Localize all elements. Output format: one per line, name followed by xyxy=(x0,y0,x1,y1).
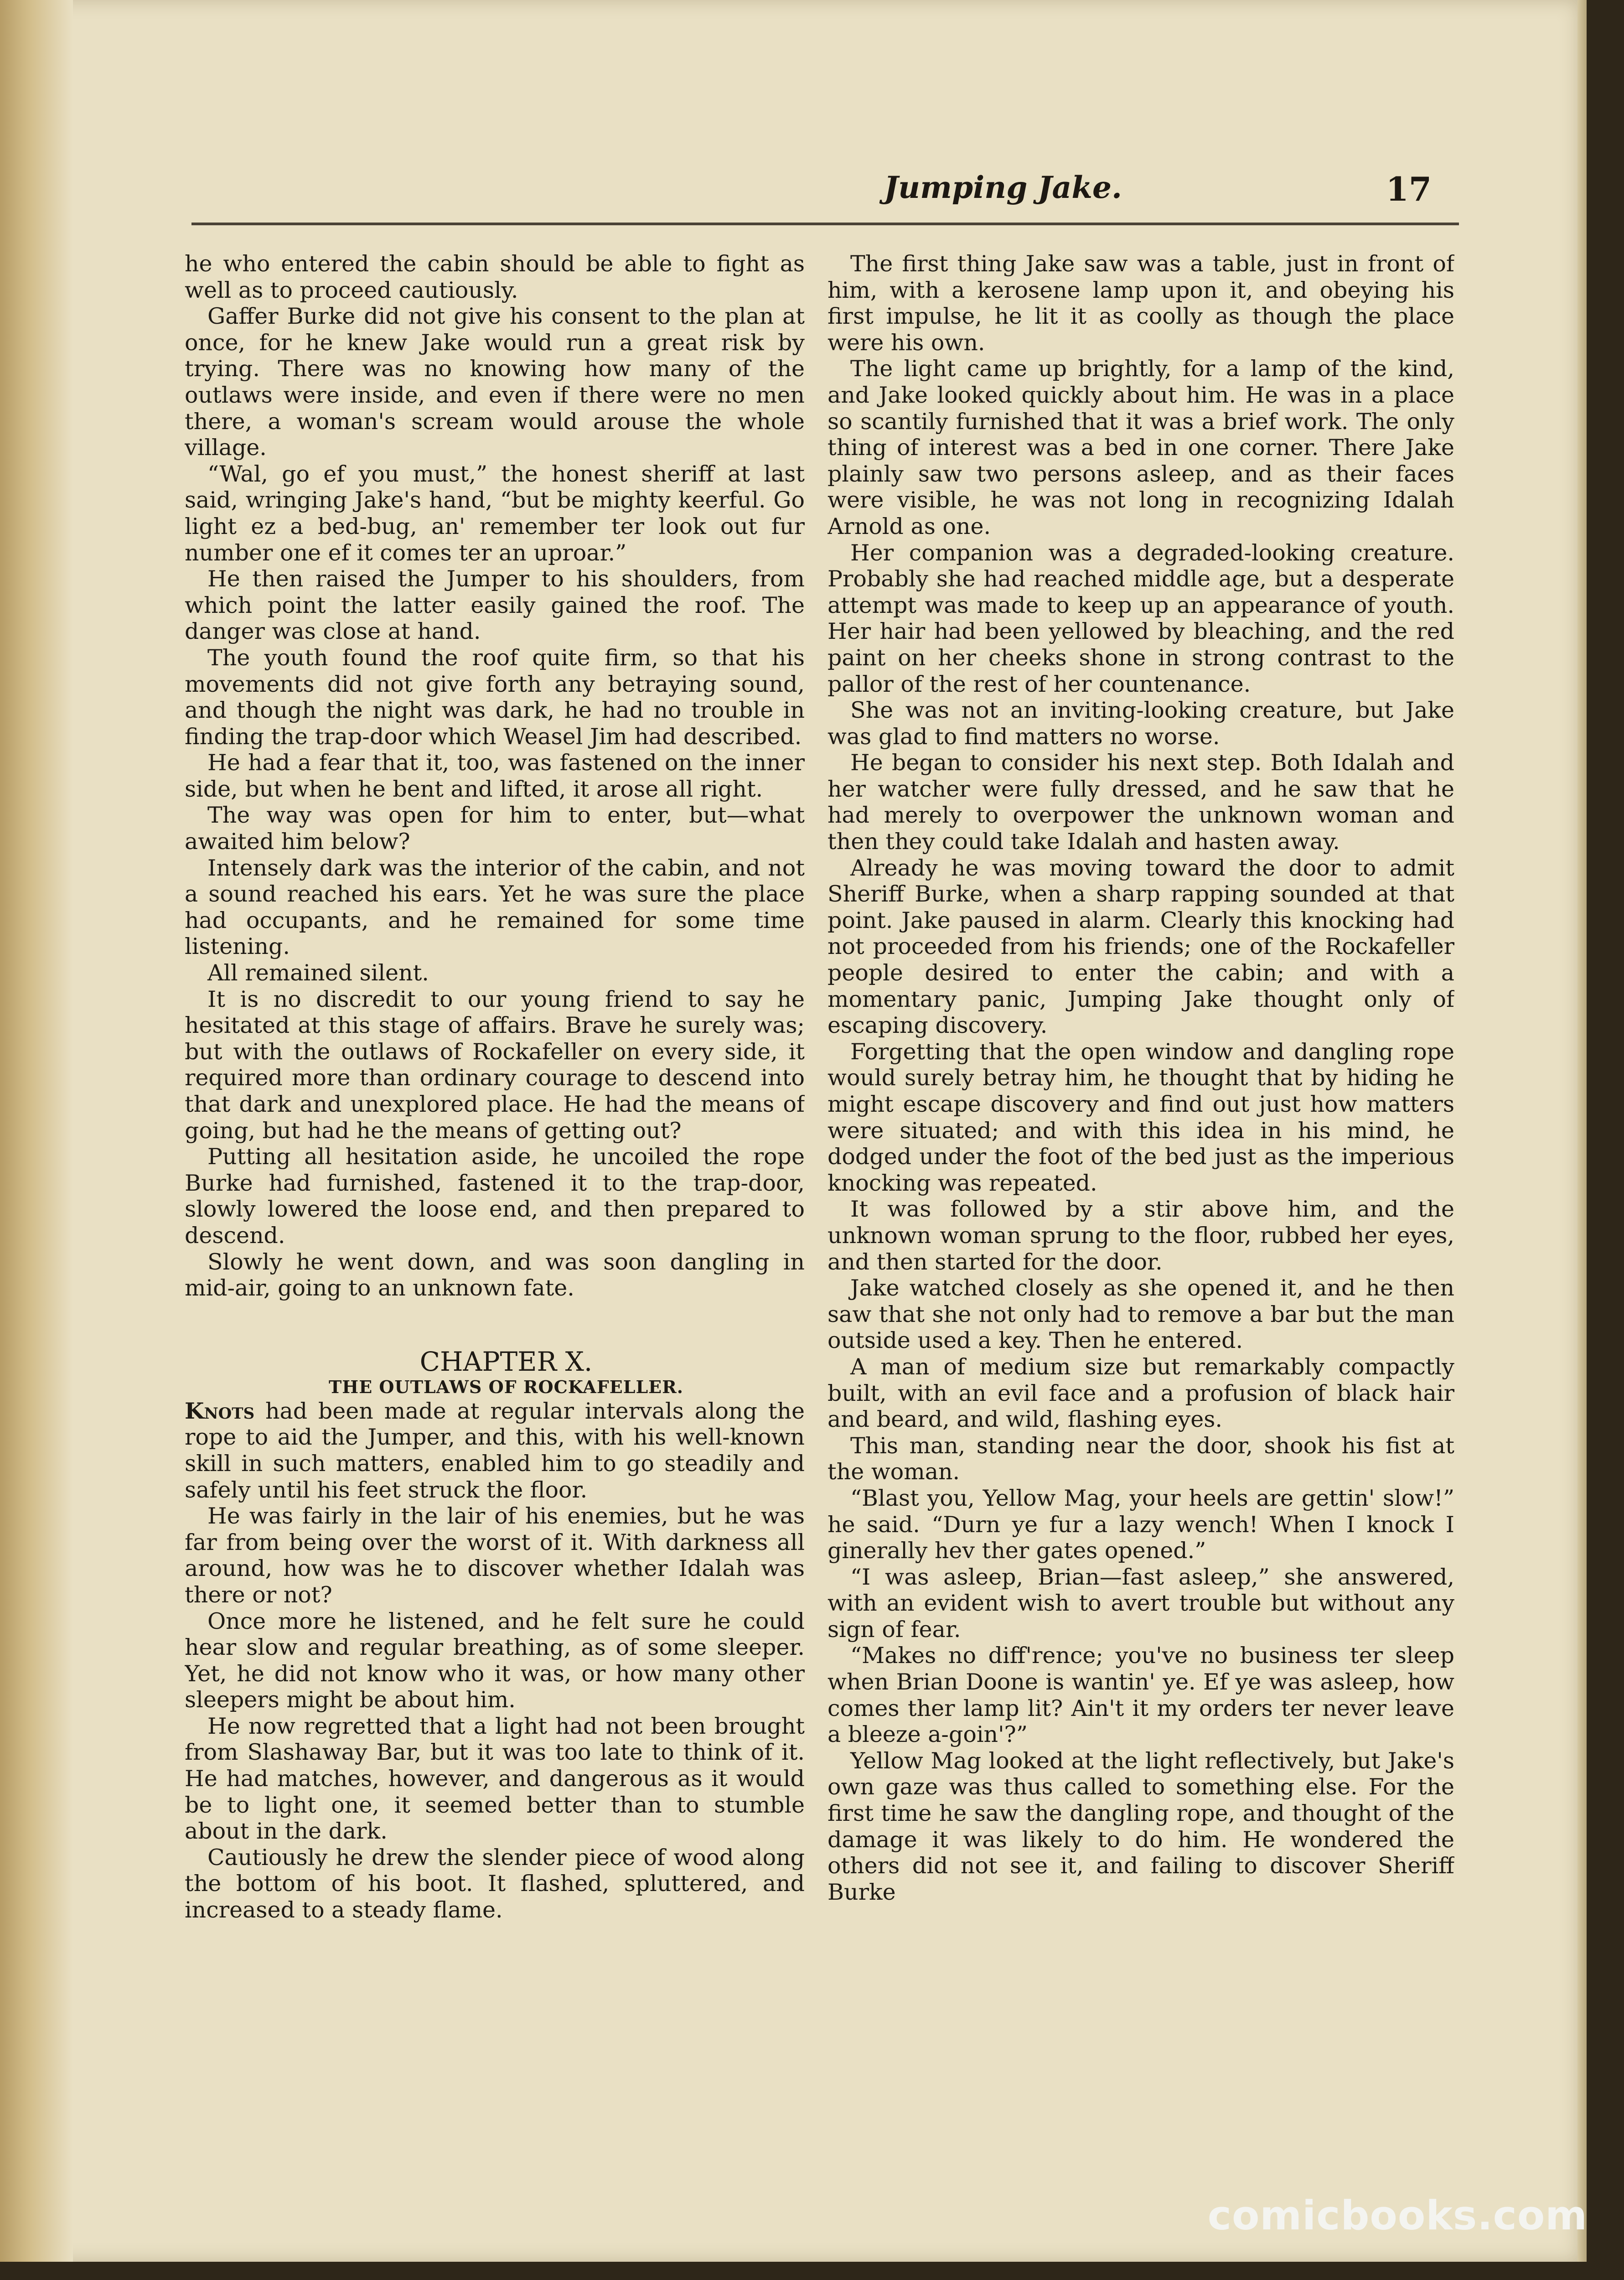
opening-text: had been made at regular intervals along the rope to aid the Jumper, and this, with his well-known skill in such matters, enabled him to go steadily and safely until his feet struck the floor. xyxy=(185,1398,805,1503)
paragraph: All remained silent. xyxy=(207,960,429,986)
chapter-heading xyxy=(185,1347,805,1398)
chapter-subtitle: THE OUTLAWS OF ROCKAFELLER. xyxy=(329,1376,683,1397)
paragraph: It is no discredit to our young friend to say he hesitated at this stage of affairs. Brave he surely was; but with the outlaws of Rockafeller on every side, it required more than ordinary courage to descend into that dark and unexplored place. He had the means of going, but had he the means of getting out? xyxy=(185,986,805,1144)
paragraph: Forgetting that the open window and dangling rope would surely betray him, he thought that by hiding he might escape discovery and find out just how matters were situated; and with this idea in his mind, he dodged under the foot of the bed just as the imperious knocking was repeated. xyxy=(828,1038,1454,1196)
paragraph: She was not an inviting-looking creature, but Jake was glad to find matters no worse. xyxy=(828,697,1454,750)
paragraph: “I was asleep, Brian—fast asleep,” she answered, with an evident wish to avert trouble but without any sign of fear. xyxy=(828,1564,1454,1643)
chapter-opening-paragraph xyxy=(185,1398,805,1503)
paragraph: “Wal, go ef you must,” the honest sheriff at last said, wringing Jake's hand, “but be mighty keerful. Go light ez a bed-bug, an' remember ter look out fur number one ef it comes ter an uproar.” xyxy=(185,461,805,566)
paragraph: he who entered the cabin should be able to fight as well as to proceed cautiously. xyxy=(185,251,805,303)
paragraph: He began to consider his next step. Both Idalah and her watcher were fully dressed, and he saw that he had merely to overpower the unknown woman and then they could take Idalah and hasten away. xyxy=(828,750,1454,855)
paragraph: It was followed by a stir above him, and the unknown woman sprung to the floor, rubbed her eyes, and then started for the door. xyxy=(828,1196,1454,1275)
paragraph: He had a fear that it, too, was fastened on the inner side, but when he bent and lifted, it arose all right. xyxy=(185,750,805,802)
paragraph: “Blast you, Yellow Mag, your heels are gettin' slow!” he said. “Durn ye fur a lazy wench! When I knock I ginerally hev ther gates opened.” xyxy=(828,1485,1454,1564)
paragraph: Intensely dark was the interior of the cabin, and not a sound reached his ears. Yet he was sure the place had occupants, and he remained for some time listening. xyxy=(185,855,805,960)
paragraph: “Makes no diff'rence; you've no business ter sleep when Brian Doone is wantin' ye. Ef ye was asleep, how comes ther lamp lit? Ain't it my orders ter never leave a bleeze a-goin'?” xyxy=(828,1643,1454,1748)
paragraph: Putting all hesitation aside, he uncoiled the rope Burke had furnished, fastened it to the trap-door, slowly lowered the loose end, and then prepared to descend. xyxy=(185,1144,805,1249)
header-rule xyxy=(191,223,1459,225)
paragraph: Already he was moving toward the door to admit Sheriff Burke, when a sharp rapping sounded at that point. Jake paused in alarm. Clearly this knocking had not proceeded from his friends; one of the Rockafeller people desired to enter the cabin; and with a momentary panic, Jumping Jake thought only of escaping discovery. xyxy=(828,855,1454,1039)
paragraph: Slowly he went down, and was soon dangling in mid-air, going to an unknown fate. xyxy=(185,1249,805,1301)
paragraph: Once more he listened, and he felt sure he could hear slow and regular breathing, as of some sleeper. Yet, he did not know who it was, or how many other sleepers might be about him. xyxy=(185,1608,805,1713)
paragraph: The youth found the roof quite firm, so that his movements did not give forth any betraying sound, and though the night was dark, he had no trouble in finding the trap-door which Weasel Jim had described. xyxy=(185,644,805,750)
paragraph: Yellow Mag looked at the light reflectively, but Jake's own gaze was thus called to something else. For the first time he saw the dangling rope, and thought of the damage it was likely to do him. He wondered the others did not see it, and failing to discover Sheriff Burke xyxy=(828,1747,1454,1905)
drop-word: Knots xyxy=(185,1397,255,1424)
paragraph: He then raised the Jumper to his shoulders, from which point the latter easily gained the roof. The danger was close at hand. xyxy=(185,566,805,645)
paragraph: Jake watched closely as she opened it, and he then saw that she not only had to remove a bar but the man outside used a key. Then he entered. xyxy=(828,1275,1454,1354)
paragraph: He was fairly in the lair of his enemies, but he was far from being over the worst of it. With darkness all around, how was he to discover whether Idalah was there or not? xyxy=(185,1503,805,1608)
paragraph: The way was open for him to enter, but—what awaited him below? xyxy=(185,802,805,855)
paragraph: Gaffer Burke did not give his consent to the plan at once, for he knew Jake would run a great risk by trying. There was no knowing how many of the outlaws were inside, and even if there were no men there, a woman's scream would arouse the whole village. xyxy=(185,303,805,461)
paragraph: Cautiously he drew the slender piece of wood along the bottom of his boot. It flashed, spluttered, and increased to a steady flame. xyxy=(185,1844,805,1923)
chapter-title: CHAPTER X. xyxy=(419,1346,593,1377)
site-watermark: comicbooks.com xyxy=(1207,2192,1588,2239)
page-edge xyxy=(1577,0,1587,2262)
paragraph: The light came up brightly, for a lamp of the kind, and Jake looked quickly about him. He was in a place so scantily furnished that it was a brief work. The only thing of interest was a bed in one corner. There Jake plainly saw two persons asleep, and as their faces were visible, he was not long in recognizing Idalah Arnold as one. xyxy=(828,356,1454,539)
running-header xyxy=(684,170,1432,215)
right-column xyxy=(828,251,1454,2166)
left-column xyxy=(185,251,805,2166)
paragraph: Her companion was a degraded-looking creature. Probably she had reached middle age, but a desperate attempt was made to keep up an appearance of youth. Her hair had been yellowed by bleaching, and the red paint on her cheeks shone in strong contrast to the pallor of the rest of her countenance. xyxy=(828,539,1454,697)
paragraph: The first thing Jake saw was a table, just in front of him, with a kerosene lamp upon it, and obeying his first impulse, he lit it as coolly as though the place were his own. xyxy=(828,251,1454,356)
paragraph: He now regretted that a light had not been brought from Slashaway Bar, but it was too late to think of it. He had matches, however, and dangerous as it would be to light one, it seemed better than to stumble about in the dark. xyxy=(185,1713,805,1845)
page-gutter xyxy=(0,0,73,2262)
paragraph: This man, standing near the door, shook his fist at the woman. xyxy=(828,1432,1454,1485)
running-title: Jumping Jake. xyxy=(884,170,1122,205)
paragraph: A man of medium size but remarkably compactly built, with an evil face and a profusion of black hair and beard, and wild, flashing eyes. xyxy=(828,1353,1454,1433)
page-number: 17 xyxy=(1386,170,1432,208)
